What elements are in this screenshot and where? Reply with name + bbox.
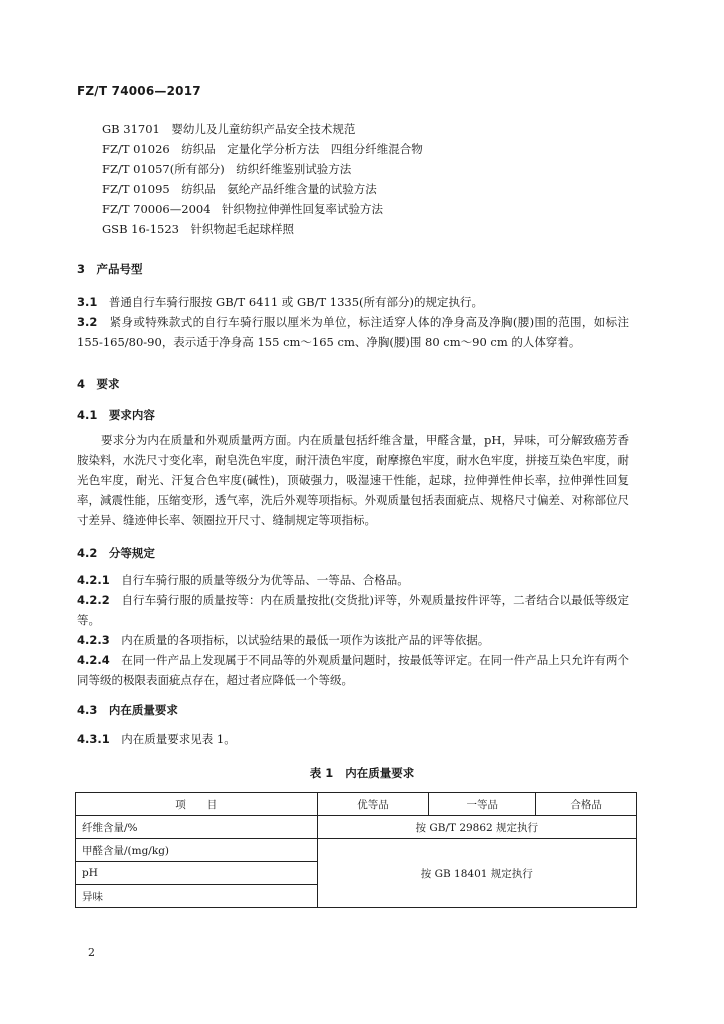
clause-4-2-1	[77, 570, 629, 590]
reference-title: 纺织品 定量化学分析方法 四组分纤维混合物	[181, 142, 423, 156]
clause-number: 4.2.4	[77, 653, 110, 667]
reference-title: 纺织品 氨纶产品纤维含量的试验方法	[181, 182, 377, 196]
section-4-heading: 4 要求	[77, 377, 120, 391]
table-title: 内在质量要求	[345, 766, 415, 780]
reference-code: GSB 16-1523	[102, 222, 179, 236]
page-number: 2	[88, 946, 95, 959]
reference-line	[102, 161, 351, 177]
table-number: 表 1	[309, 766, 334, 780]
clause-4-2-4	[77, 650, 629, 690]
clause-text: 在同一件产品上发现属于不同品等的外观质量问题时，按最低等评定。在同一件产品上只允许有两个同等级的极限表面疵点存在，超过者应降低一个等级。	[77, 653, 629, 687]
reference-line	[102, 141, 423, 157]
reference-line	[102, 181, 377, 197]
clause-number: 3.1	[77, 295, 98, 309]
clause-4-2-3	[77, 630, 629, 650]
quality-requirements-table	[75, 792, 637, 908]
row-item: pH	[76, 862, 318, 885]
table-caption	[0, 765, 724, 781]
table-row	[76, 839, 637, 862]
reference-line	[102, 221, 294, 237]
clause-number: 4.2.1	[77, 573, 110, 587]
row-value: 按 GB/T 29862 规定执行	[317, 816, 636, 839]
reference-title: 纺织纤维鉴别试验方法	[236, 162, 352, 176]
header-item: 项 目	[76, 793, 318, 816]
row-item: 纤维含量/%	[76, 816, 318, 839]
reference-code: FZ/T 70006—2004	[102, 202, 211, 216]
merged-value: 按 GB 18401 规定执行	[317, 839, 636, 908]
clause-number: 4.3.1	[77, 732, 110, 746]
row-item: 异味	[76, 885, 318, 908]
section-4-3-heading: 4.3 内在质量要求	[77, 703, 178, 717]
row-item: 甲醛含量/(mg/kg)	[76, 839, 318, 862]
header-first: 一等品	[429, 793, 536, 816]
clause-text: 自行车骑行服的质量等级分为优等品、一等品、合格品。	[121, 573, 409, 587]
clause-3-2	[77, 312, 629, 352]
requirements-paragraph: 要求分为内在质量和外观质量两方面。内在质量包括纤维含量，甲醛含量，pH，异味，可分解致癌芳香胺染料，水洗尺寸变化率，耐皂洗色牢度，耐汗渍色牢度，耐摩擦色牢度，耐水色牢度，拼接互染色牢度，耐光色牢度，耐光、汗复合色牢度(碱性)，顶破强力，吸湿速干性能，起球，拉伸弹性伸长率，拉伸弹性回复率，減震性能，压缩变形，透气率，洗后外观等项指标。外观质量包括表面疵点、规格尺寸偏差、对称部位尺寸差异、缝迹伸长率、领圈拉开尺寸、缝制规定等项指标。	[77, 433, 629, 527]
reference-code: FZ/T 01057(所有部分)	[102, 162, 225, 176]
reference-title: 针织物起毛起球样照	[190, 222, 294, 236]
reference-title: 针织物拉伸弹性回复率试验方法	[222, 202, 384, 216]
reference-code: FZ/T 01095	[102, 182, 170, 196]
header-qualified: 合格品	[536, 793, 637, 816]
section-4-2-heading: 4.2 分等规定	[77, 546, 155, 560]
reference-code: GB 31701	[102, 122, 160, 136]
reference-line	[102, 121, 355, 137]
clause-text: 紧身或特殊款式的自行车骑行服以厘米为单位，标注适穿人体的净身高及净胸(腰)围的范围，如标注 155-165/80-90，表示适于净身高 155 cm～165 cm、净胸(腰)围 80 cm～90 cm 的人体穿着。	[77, 315, 630, 349]
section-3-heading: 3 产品号型	[77, 262, 143, 276]
clause-text: 内在质量要求见表 1。	[121, 732, 236, 746]
table-row	[76, 816, 637, 839]
clause-number: 4.2.3	[77, 633, 110, 647]
clause-4-3-1	[77, 731, 236, 747]
table-header-row	[76, 793, 637, 816]
header-superior: 优等品	[317, 793, 429, 816]
standard-number-header: FZ/T 74006—2017	[77, 84, 201, 98]
reference-line	[102, 201, 383, 217]
reference-title: 婴幼儿及儿童纺织产品安全技术规范	[171, 122, 356, 136]
reference-code: FZ/T 01026	[102, 142, 170, 156]
clause-number: 3.2	[77, 315, 98, 329]
clause-number: 4.2.2	[77, 593, 110, 607]
clause-text: 普通自行车骑行服按 GB/T 6411 或 GB/T 1335(所有部分)的规定执行。	[108, 295, 484, 309]
clause-text: 内在质量的各项指标，以试验结果的最低一项作为该批产品的评等依据。	[121, 633, 490, 647]
clause-3-1	[77, 292, 629, 312]
section-4-1-heading: 4.1 要求内容	[77, 408, 155, 422]
clause-4-2-2	[77, 590, 629, 630]
clause-text: 自行车骑行服的质量按等：内在质量按批(交货批)评等，外观质量按件评等，二者结合以最低等级定等。	[77, 593, 630, 627]
